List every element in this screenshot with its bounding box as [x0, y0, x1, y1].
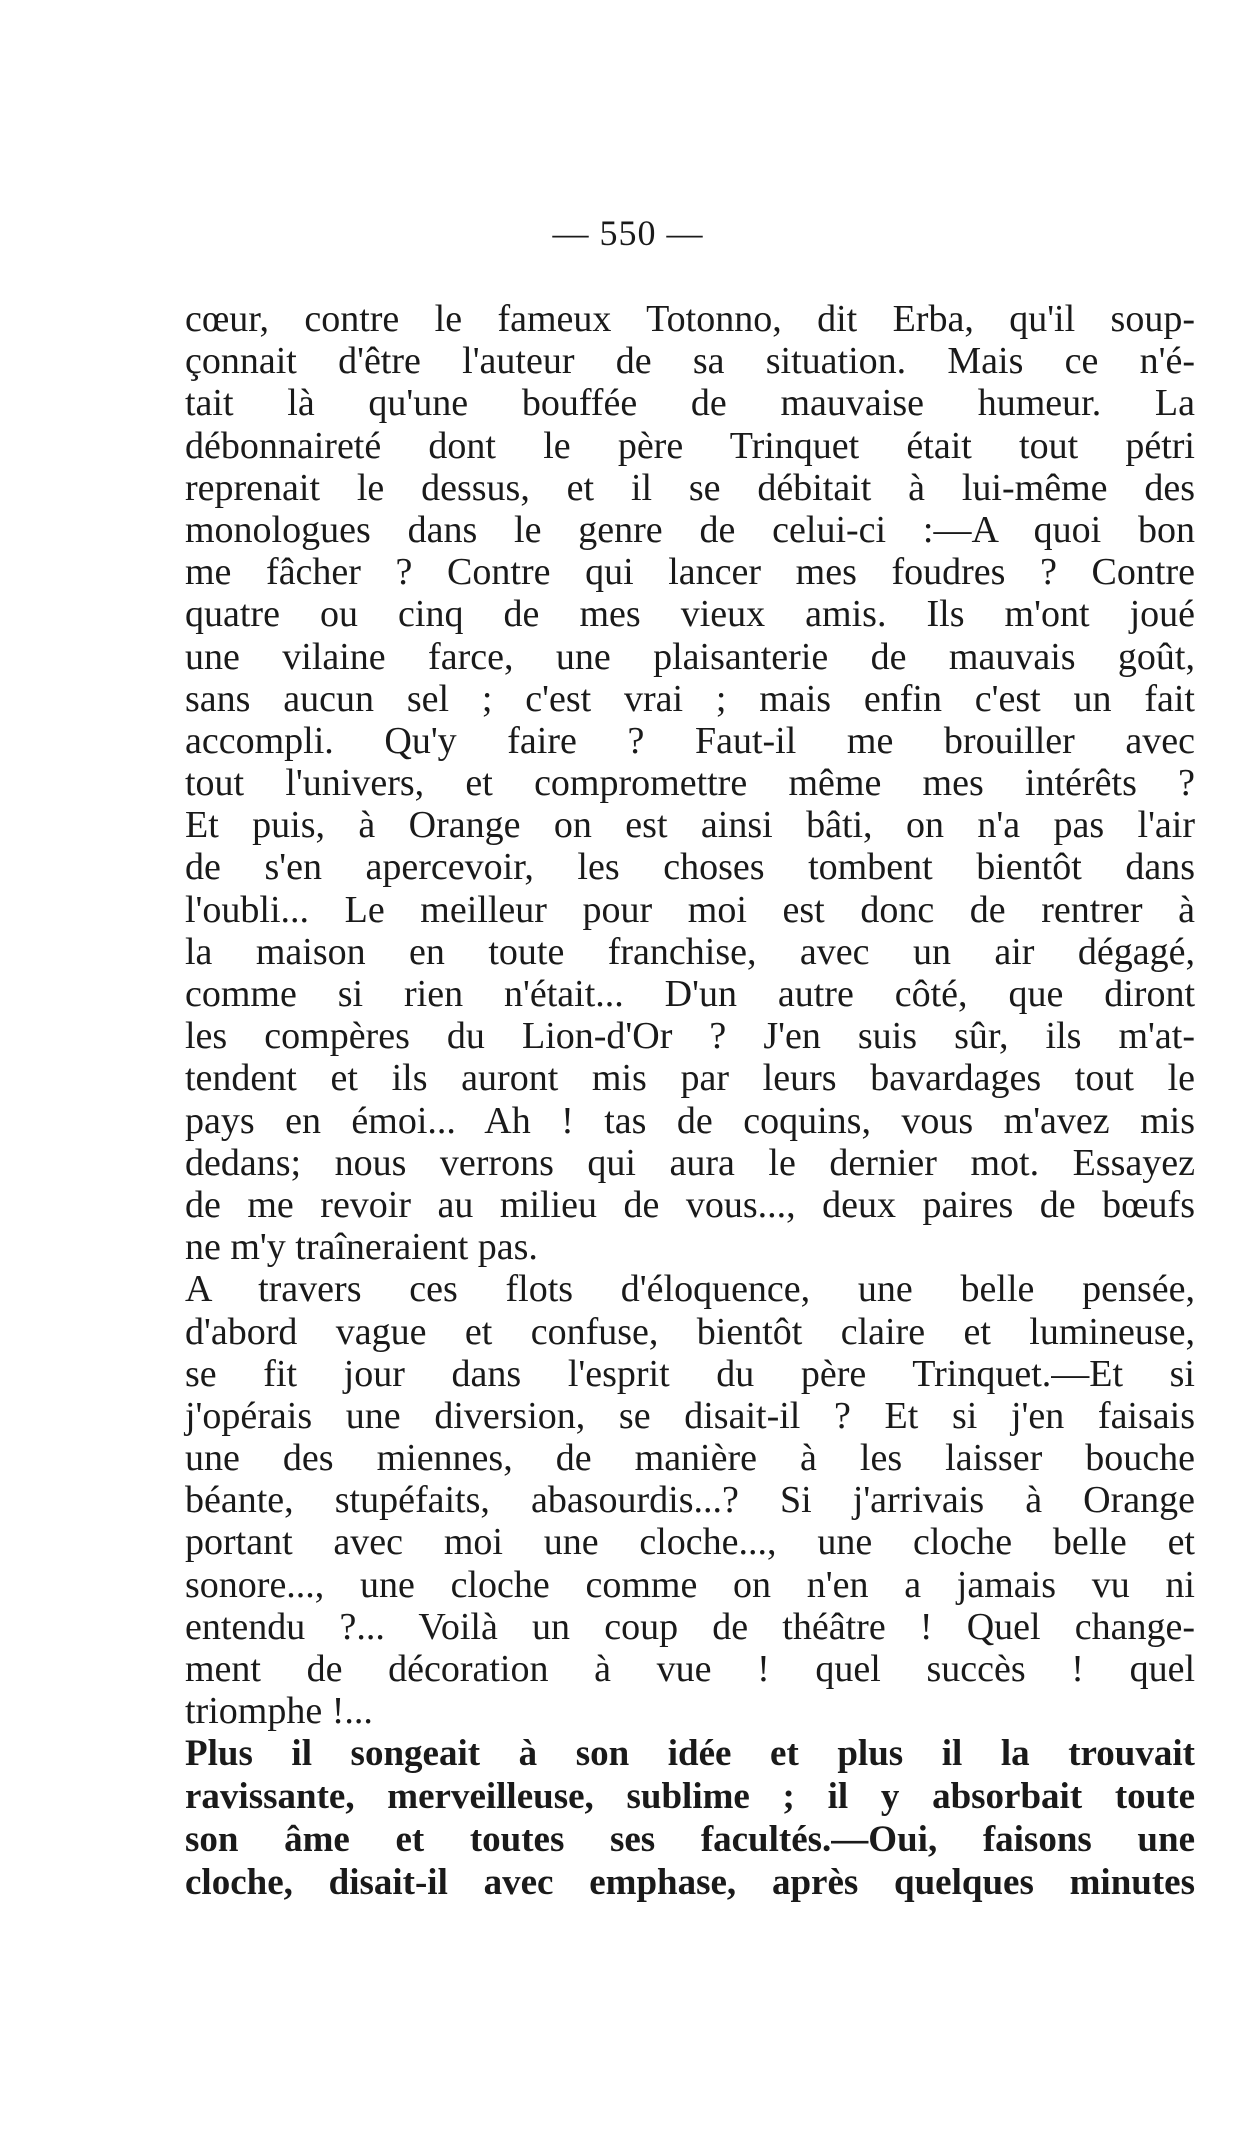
text-line: une des miennes, de manière à les laisser bouche: [185, 1437, 1195, 1480]
text-line: sans aucun sel ; c'est vrai ; mais enfin c'est un fait: [185, 677, 1195, 720]
page-number: — 550 —: [552, 213, 704, 253]
text-line: quatre ou cinq de mes vieux amis. Ils m'ont joué: [185, 593, 1195, 636]
text-line: béante, stupéfaits, abasourdis...? Si j'arrivais à Orange: [185, 1479, 1195, 1522]
text-line: çonnait d'être l'auteur de sa situation. Mais ce n'é-: [185, 340, 1195, 383]
text-line: j'opérais une diversion, se disait-il ? Et si j'en faisais: [185, 1394, 1195, 1437]
text-line: se fit jour dans l'esprit du père Trinquet.—Et si: [185, 1352, 1195, 1395]
text-line: cloche, disait-il avec emphase, après quelques minutes: [185, 1862, 1195, 1904]
text-line: pays en émoi... Ah ! tas de coquins, vous m'avez mis: [185, 1099, 1195, 1142]
text-line: l'oubli... Le meilleur pour moi est donc de rentrer à: [185, 888, 1195, 931]
text-line: Plus il songeait à son idée et plus il la trouvait: [185, 1733, 1195, 1775]
text-line: son âme et toutes ses facultés.—Oui, faisons une: [185, 1819, 1195, 1861]
text-line: A travers ces flots d'éloquence, une belle pensée,: [185, 1268, 1195, 1311]
text-line: ravissante, merveilleuse, sublime ; il y absorbait toute: [185, 1776, 1195, 1818]
text-line: accompli. Qu'y faire ? Faut-il me brouiller avec: [185, 719, 1195, 762]
text-line: reprenait le dessus, et il se débitait à lui-même des: [185, 466, 1195, 509]
text-line: Et puis, à Orange on est ainsi bâti, on n'a pas l'air: [185, 804, 1195, 847]
text-line: cœur, contre le fameux Totonno, dit Erba, qu'il soup-: [185, 298, 1195, 340]
text-line: triomphe !...: [185, 1690, 373, 1733]
text-line: portant avec moi une cloche..., une cloche belle et: [185, 1521, 1195, 1564]
text-line: entendu ?... Voilà un coup de théâtre ! Quel change-: [185, 1605, 1195, 1648]
text-line: dedans; nous verrons qui aura le dernier mot. Essayez: [185, 1141, 1195, 1184]
text-line: tait là qu'une bouffée de mauvaise humeur. La: [185, 382, 1195, 425]
text-line: comme si rien n'était... D'un autre côté, que diront: [185, 973, 1195, 1015]
text-line: ne m'y traîneraient pas.: [185, 1226, 538, 1269]
text-line: monologues dans le genre de celui-ci :—A quoi bon: [185, 508, 1195, 551]
text-line: débonnaireté dont le père Trinquet était tout pétri: [185, 424, 1195, 467]
text-line: les compères du Lion-d'Or ? J'en suis sûr, ils m'at-: [185, 1015, 1195, 1058]
text-line: une vilaine farce, une plaisanterie de mauvais goût,: [185, 635, 1195, 678]
text-line: me fâcher ? Contre qui lancer mes foudres ? Contre: [185, 551, 1195, 594]
text-line: tendent et ils auront mis par leurs bavardages tout le: [185, 1057, 1195, 1100]
text-line: sonore..., une cloche comme on n'en a jamais vu ni: [185, 1563, 1195, 1606]
text-line: de s'en apercevoir, les choses tombent bientôt dans: [185, 846, 1195, 889]
text-line: d'abord vague et confuse, bientôt claire et lumineuse,: [185, 1310, 1195, 1353]
text-line: de me revoir au milieu de vous..., deux paires de bœufs: [185, 1183, 1195, 1226]
body-text: [185, 298, 1195, 1904]
text-line: la maison en toute franchise, avec un air dégagé,: [185, 930, 1195, 973]
text-line: tout l'univers, et compromettre même mes intérêts ?: [185, 762, 1195, 805]
text-line: ment de décoration à vue ! quel succès ! quel: [185, 1648, 1195, 1690]
